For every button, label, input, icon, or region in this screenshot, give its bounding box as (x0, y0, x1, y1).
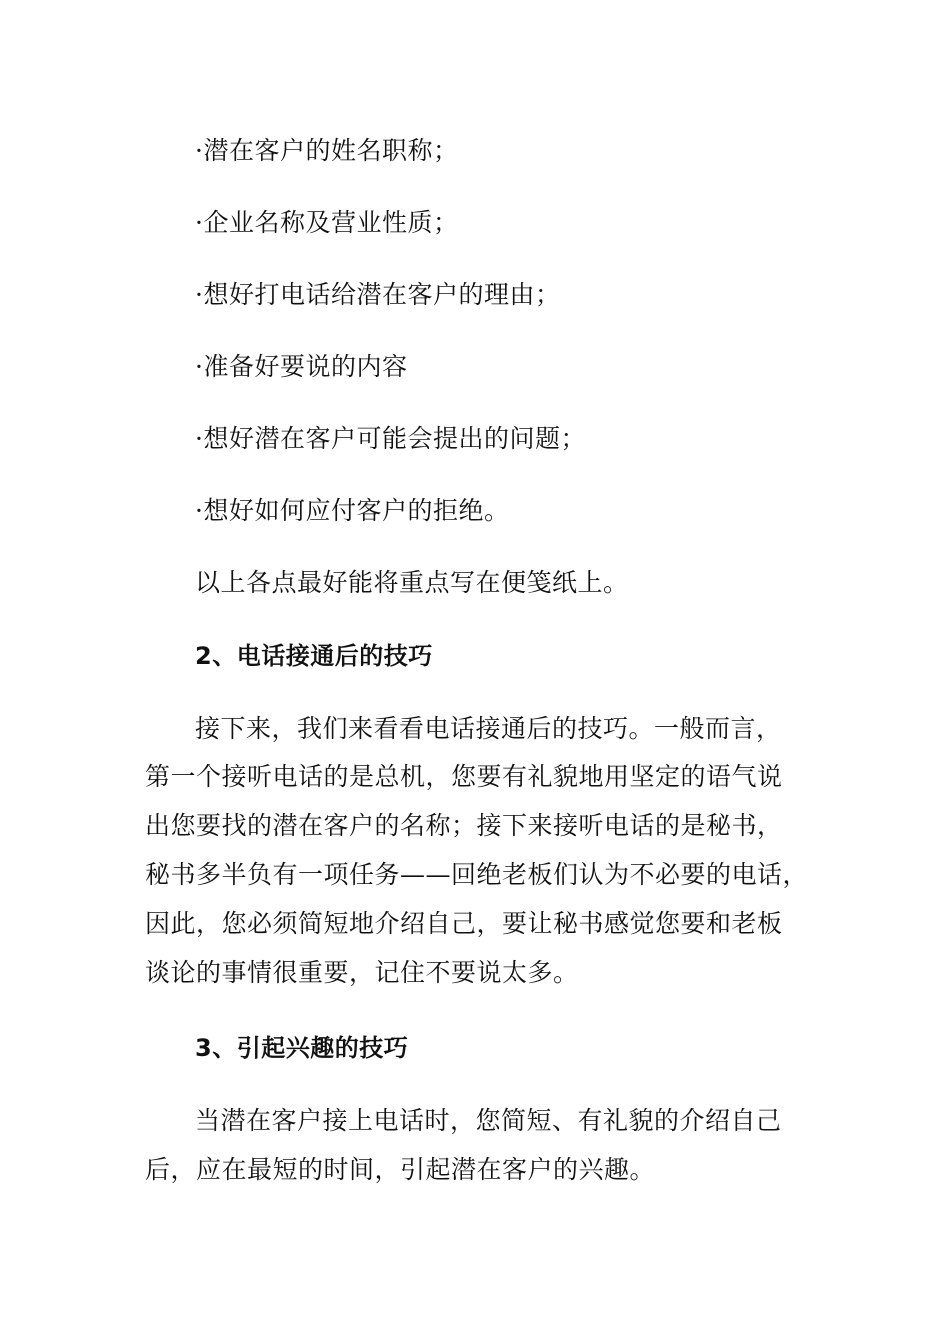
bullet-item: ·准备好要说的内容 (195, 352, 408, 381)
bullet-item: ·潜在客户的姓名职称； (195, 136, 459, 165)
bullet-item: ·企业名称及营业性质； (195, 208, 459, 237)
bullet-item: ·想好潜在客户可能会提出的问题； (195, 424, 586, 453)
summary-text: 以上各点最好能将重点写在便笺纸上。 (195, 568, 629, 597)
paragraph-line: 出您要找的潜在客户的名称；接下来接听电话的是秘书， (145, 811, 783, 840)
paragraph-line: 当潜在客户接上电话时，您简短、有礼貌的介绍自己 (195, 1106, 782, 1135)
paragraph-line: 谈论的事情很重要，记住不要说太多。 (145, 958, 579, 987)
bullet-item: ·想好打电话给潜在客户的理由； (195, 280, 561, 309)
paragraph-line: 因此，您必须简短地介绍自己，要让秘书感觉您要和老板 (145, 909, 783, 938)
paragraph-line: 后，应在最短的时间，引起潜在客户的兴趣。 (145, 1155, 656, 1184)
paragraph-line: 接下来，我们来看看电话接通后的技巧。一般而言， (195, 714, 782, 743)
paragraph-line: 秘书多半负有一项任务——回绝老板们认为不必要的电话， (145, 860, 809, 889)
section-heading: 2、电话接通后的技巧 (195, 642, 433, 670)
section-heading: 3、引起兴趣的技巧 (195, 1034, 409, 1062)
bullet-item: ·想好如何应付客户的拒绝。 (195, 496, 510, 525)
paragraph-line: 第一个接听电话的是总机，您要有礼貌地用坚定的语气说 (145, 762, 783, 791)
